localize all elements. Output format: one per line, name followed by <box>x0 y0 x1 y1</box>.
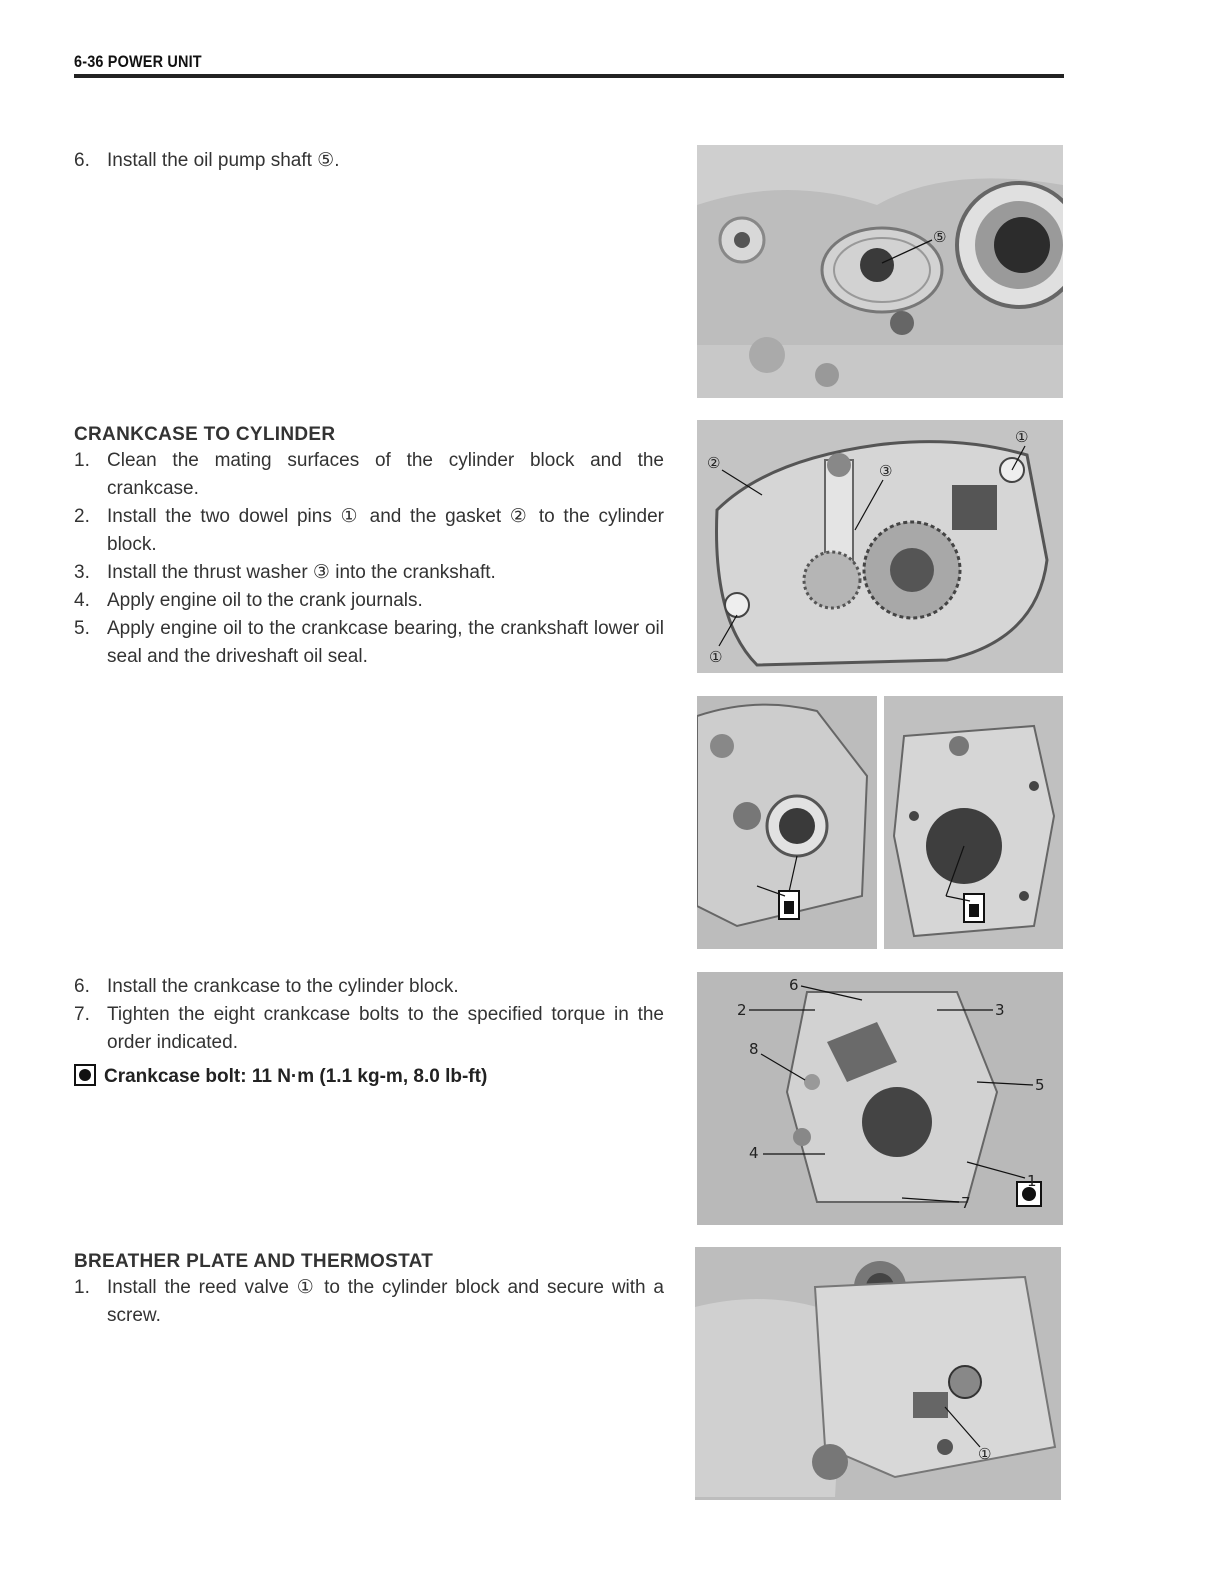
photo-crankcase-bolt-order <box>697 972 1063 1225</box>
callout-3: ③ <box>879 462 893 480</box>
callout-1-bottom: ① <box>709 648 723 666</box>
photo-oil-seal <box>884 696 1063 949</box>
step-number: 5. <box>74 618 90 639</box>
step-number: 6. <box>74 976 90 997</box>
photo-reed-valve <box>695 1247 1061 1500</box>
step-text: Install the oil pump shaft ⑤. <box>107 150 340 171</box>
list-item <box>74 973 664 1001</box>
torque-spec-text: Crankcase bolt: 11 N·m (1.1 kg-m, 8.0 lb-ft) <box>104 1066 488 1087</box>
torque-spec <box>74 1064 487 1088</box>
list-item <box>74 447 664 503</box>
list-item <box>74 503 664 559</box>
list-item <box>74 1001 664 1057</box>
step-text: Tighten the eight crankcase bolts to the specified torque in the order indicated. <box>107 1004 664 1053</box>
step-text: Apply engine oil to the crank journals. <box>107 590 423 611</box>
step-text: Install the crankcase to the cylinder block. <box>107 976 459 997</box>
step-number: 1. <box>74 1277 90 1298</box>
page-title: 6-36 POWER UNIT <box>74 52 202 71</box>
callout-bolt-2: 2 <box>737 1001 747 1019</box>
torque-wrench-icon <box>74 1064 96 1086</box>
callout-1-top: ① <box>1015 428 1029 446</box>
step-number: 1. <box>74 450 90 471</box>
step-text: Apply engine oil to the crankcase bearing, the crankshaft lower oil seal and the driveshaft oil seal. <box>107 618 664 667</box>
photo-oil-pump-shaft <box>697 145 1063 398</box>
callout-2: ② <box>707 454 721 472</box>
callout-bolt-3: 3 <box>995 1001 1005 1019</box>
step-number: 2. <box>74 506 90 527</box>
callout-bolt-6: 6 <box>789 976 799 994</box>
step-text: Install the two dowel pins ① and the gasket ② to the cylinder block. <box>107 506 664 555</box>
section-heading-crankcase: CRANKCASE TO CYLINDER <box>74 424 336 445</box>
step-number: 6. <box>74 150 90 171</box>
callout-bolt-4: 4 <box>749 1144 759 1162</box>
step-text: Clean the mating surfaces of the cylinder block and the crankcase. <box>107 450 664 499</box>
step-text: Install the reed valve ① to the cylinder block and secure with a screw. <box>107 1277 664 1326</box>
step-number: 4. <box>74 590 90 611</box>
callout-bolt-5: 5 <box>1035 1076 1045 1094</box>
page-header <box>74 50 1064 80</box>
list-item <box>74 587 664 615</box>
callout-bolt-7: 7 <box>961 1194 971 1212</box>
callout-bolt-1: 1 <box>1027 1172 1037 1190</box>
photo-cylinder-block-gasket <box>697 420 1063 673</box>
step-oil-pump-shaft <box>74 147 664 175</box>
callout-1: ① <box>978 1445 992 1463</box>
list-item <box>74 615 664 671</box>
callout-5: ⑤ <box>933 228 947 246</box>
step-text: Install the thrust washer ③ into the crankshaft. <box>107 562 496 583</box>
list-item <box>74 559 664 587</box>
section-heading-breather: BREATHER PLATE AND THERMOSTAT <box>74 1251 434 1272</box>
header-rule <box>74 74 1064 78</box>
list-item <box>74 1274 664 1330</box>
callout-bolt-8: 8 <box>749 1040 759 1058</box>
photo-crankcase-bearing <box>697 696 877 949</box>
step-number: 3. <box>74 562 90 583</box>
step-number: 7. <box>74 1004 90 1025</box>
